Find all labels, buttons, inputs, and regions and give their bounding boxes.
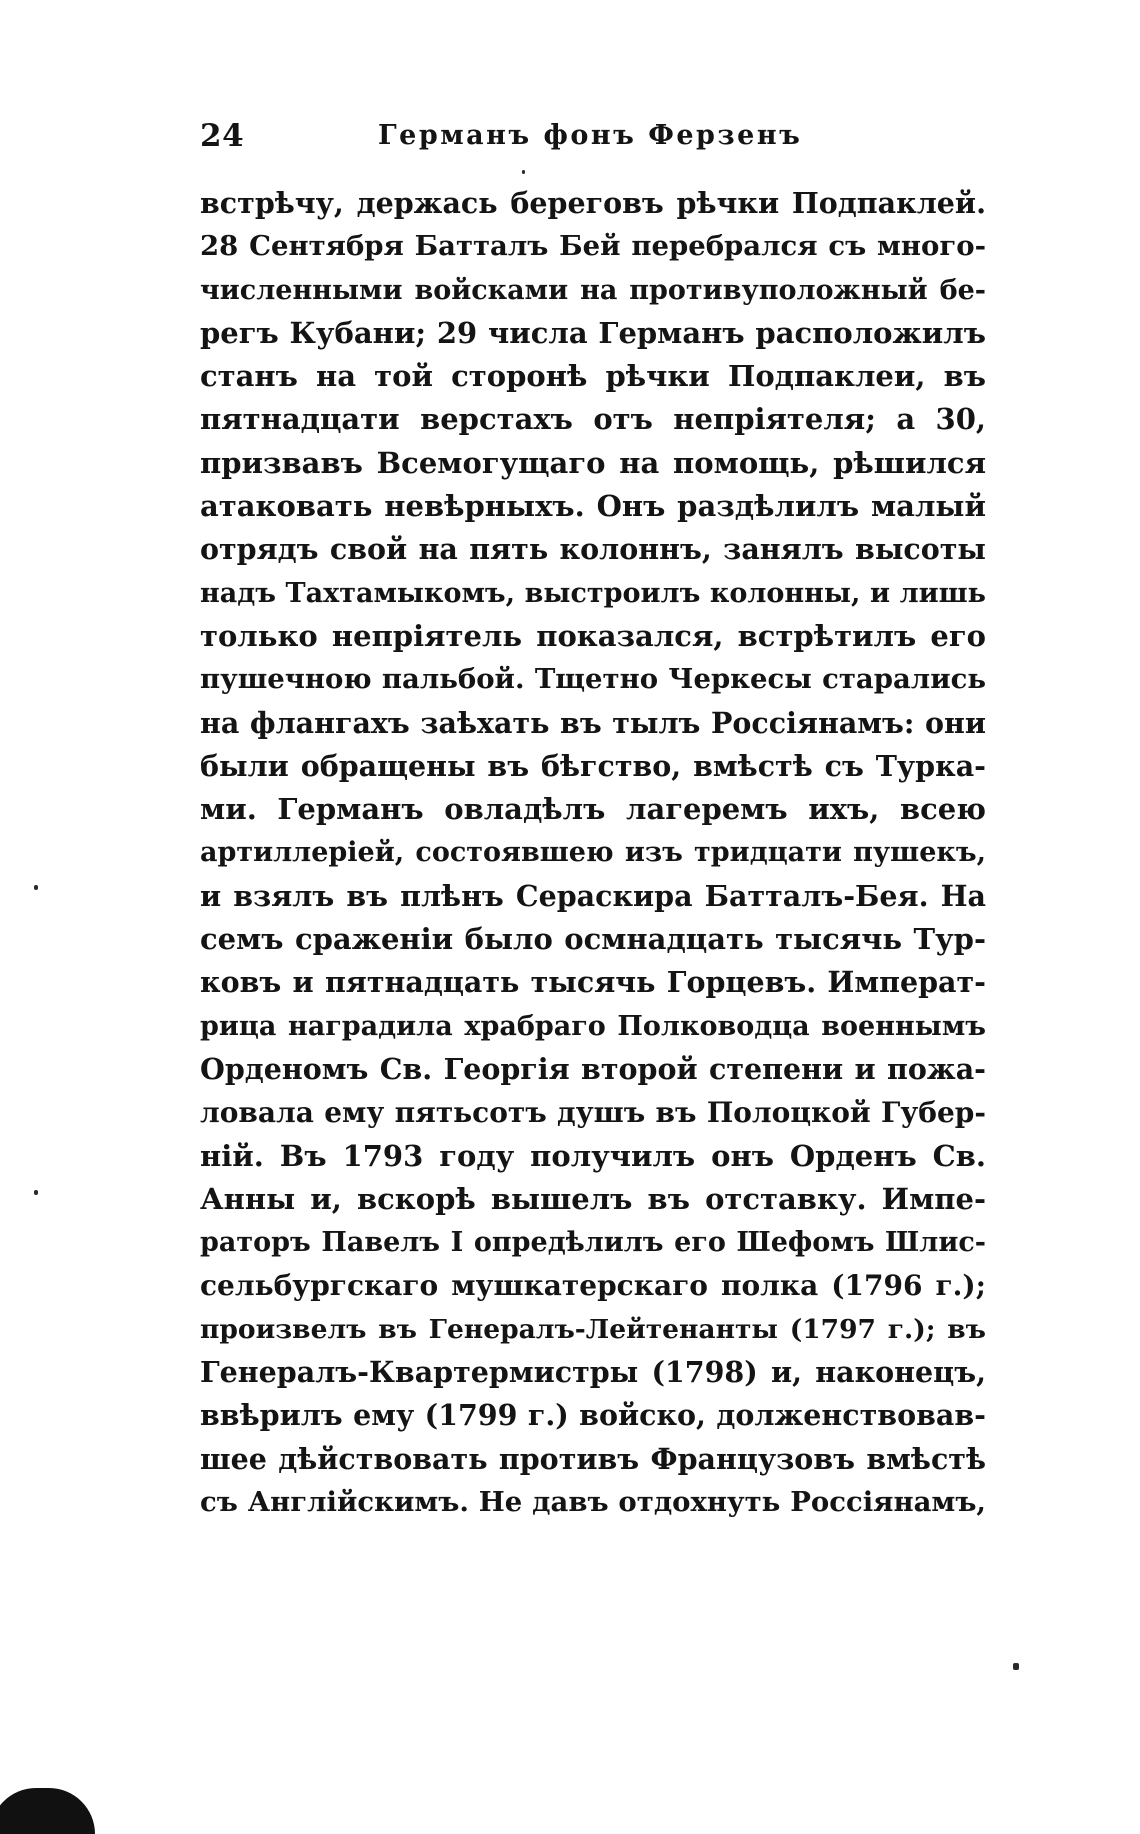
text-line: сельбургскаго мушкатерскаго полка (1796 г.);: [200, 1269, 986, 1303]
text-line: ній. Въ 1793 году получилъ онъ Орденъ Св.: [200, 1138, 986, 1173]
text-line: были обращены въ бѣгство, вмѣстѣ съ Турка-: [200, 748, 986, 783]
text-line: шее дѣйствовать противъ Французовъ вмѣстѣ: [200, 1441, 986, 1476]
text-line: рица наградила храбраго Полководца военнымъ: [200, 1010, 986, 1042]
text-line: пятнадцати верстахъ отъ непріятеля; а 30,: [200, 402, 986, 437]
text-line: атаковать невѣрныхъ. Онъ раздѣлилъ малый: [200, 489, 986, 524]
text-line: призвавъ Всемогущаго на помощь, рѣшился: [200, 445, 986, 480]
text-line: регъ Кубани; 29 числа Германъ расположилъ: [200, 315, 986, 350]
text-line: ловала ему пятьсотъ душъ въ Полоцкой Губер-: [200, 1096, 986, 1130]
text-line: станъ на той сторонѣ рѣчки Подпаклеи, въ: [200, 359, 986, 394]
text-line: и взялъ въ плѣнъ Сераскира Батталъ-Бея. На: [200, 878, 986, 913]
text-line: раторъ Павелъ I опредѣлилъ его Шефомъ Шлис-: [200, 1227, 986, 1259]
print-speck: [34, 885, 38, 890]
text-line: артиллеріей, состоявшею изъ тридцати пушекъ,: [200, 837, 986, 869]
text-line: встрѣчу, держась береговъ рѣчки Подпаклей.: [200, 186, 986, 220]
scan-edge-mark: [0, 1788, 95, 1834]
text-line: надъ Тахтамыкомъ, выстроилъ колонны, и лишь: [200, 577, 986, 609]
text-line: семъ сраженіи было осмнадцать тысячь Тур-: [200, 922, 986, 957]
page-header: [200, 118, 980, 162]
text-line: численными войсками на противуположный бе-: [200, 274, 986, 306]
body-text: [200, 182, 986, 1524]
text-line: Генералъ-Квартермистры (1798) и, наконецъ,: [200, 1355, 986, 1390]
print-speck: [34, 1190, 38, 1195]
text-line: только непріятель показался, встрѣтилъ его: [200, 618, 986, 653]
text-line: ми. Германъ овладѣлъ лагеремъ ихъ, всею: [200, 792, 986, 827]
print-speck: [1013, 1663, 1019, 1670]
text-line: Анны и, вскорѣ вышелъ въ отставку. Импе-: [200, 1181, 986, 1216]
text-line: съ Англійскимъ. Не давъ отдохнуть Россіянамъ,: [200, 1485, 986, 1518]
text-line: пушечною пальбой. Тщетно Черкесы старались: [200, 663, 986, 696]
text-line: 28 Сентября Батталъ Бей перебрался съ много-: [200, 230, 986, 263]
text-line: Орденомъ Св. Георгія второй степени и пожа-: [200, 1051, 986, 1086]
text-line: на флангахъ заѣхать въ тылъ Россіянамъ: они: [200, 705, 986, 740]
page-number: 24: [200, 118, 245, 154]
text-line: произвелъ въ Генералъ-Лейтенанты (1797 г.); въ: [200, 1313, 986, 1345]
running-title: Германъ фонъ Ферзенъ: [378, 120, 803, 151]
text-line: ввѣрилъ ему (1799 г.) войско, долженствовав-: [200, 1398, 986, 1433]
print-speck: [522, 170, 525, 174]
text-line: ковъ и пятнадцать тысячь Горцевъ. Императ-: [200, 965, 986, 1000]
text-line: отрядъ свой на пять колоннъ, занялъ высоты: [200, 532, 986, 567]
